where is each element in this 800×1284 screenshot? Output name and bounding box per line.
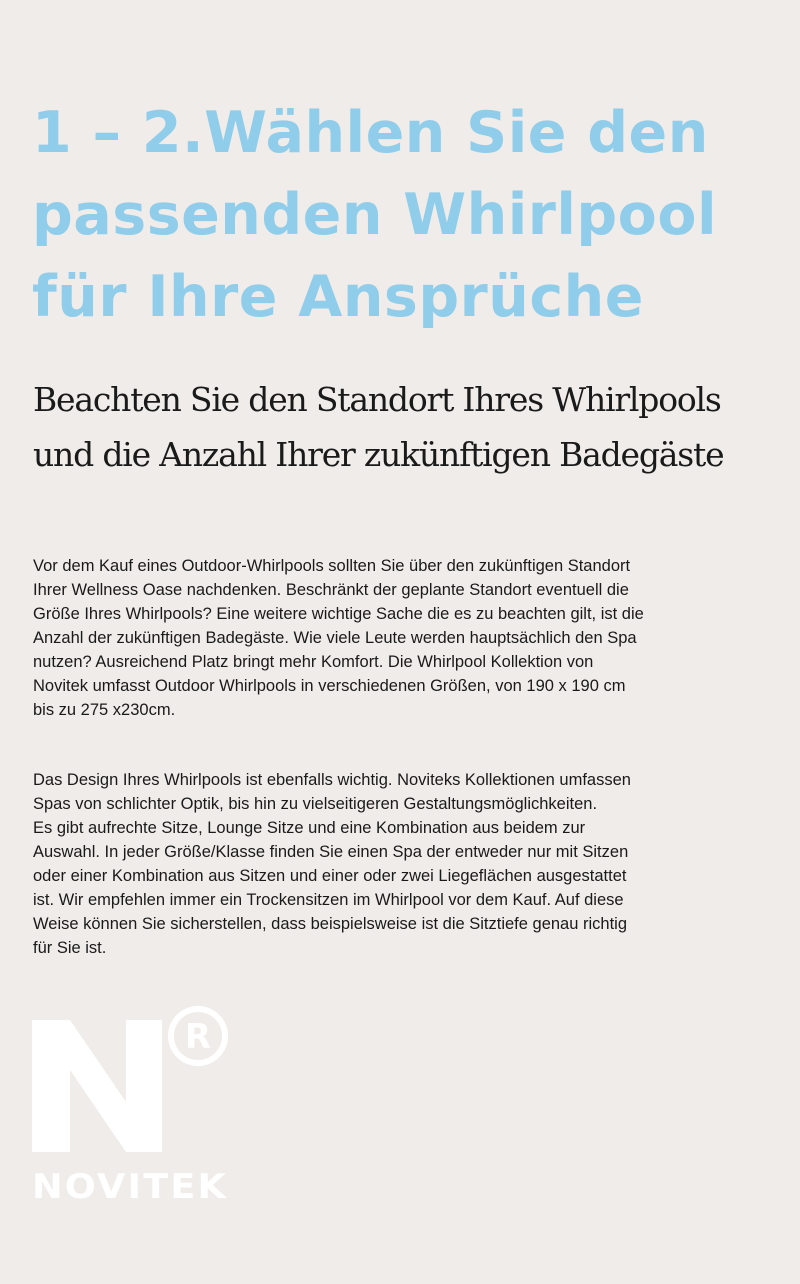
- paragraph-line: bis zu 275 x230cm.: [33, 701, 176, 719]
- paragraph-line: oder einer Kombination aus Sitzen und einer oder zwei Liegeflächen ausgestattet: [33, 867, 627, 885]
- paragraph-location: [33, 554, 773, 722]
- headline-line: 1 – 2.Wählen Sie den: [32, 100, 709, 166]
- headline-line: passenden Whirlpool: [32, 182, 718, 248]
- brand-wordmark: NOVITEK: [32, 1167, 228, 1204]
- paragraph-design: [33, 768, 773, 960]
- paragraph-line: Spas von schlichter Optik, bis hin zu vielseitigeren Gestaltungsmöglichkeiten.: [33, 795, 598, 813]
- paragraph-line: Vor dem Kauf eines Outdoor-Whirlpools sollten Sie über den zukünftigen Standort: [33, 557, 631, 575]
- paragraph-line: Ihrer Wellness Oase nachdenken. Beschränkt der geplante Standort eventuell die: [33, 581, 629, 599]
- paragraph-line: Anzahl der zukünftigen Badegäste. Wie viele Leute werden hauptsächlich den Spa: [33, 629, 637, 647]
- paragraph-line: nutzen? Ausreichend Platz bringt mehr Komfort. Die Whirlpool Kollektion von: [33, 653, 594, 671]
- paragraph-line: für Sie ist.: [33, 939, 107, 957]
- headline: [32, 92, 772, 338]
- novitek-n-logo-icon: [32, 1004, 232, 1204]
- paragraph-line: Es gibt aufrechte Sitze, Lounge Sitze und eine Kombination aus beidem zur: [33, 819, 586, 837]
- paragraph-line: Auswahl. In jeder Größe/Klasse finden Sie einen Spa der entweder nur mit Sitzen: [33, 843, 629, 861]
- subheadline-line: Beachten Sie den Standort Ihres Whirlpools: [33, 380, 721, 419]
- subheadline: [33, 372, 773, 482]
- paragraph-line: Größe Ihres Whirlpools? Eine weitere wichtige Sache die es zu beachten gilt, ist die: [33, 605, 644, 623]
- paragraph-line: Das Design Ihres Whirlpools ist ebenfalls wichtig. Noviteks Kollektionen umfassen: [33, 771, 631, 789]
- paragraph-line: Weise können Sie sicherstellen, dass beispielsweise ist die Sitztiefe genau richtig: [33, 915, 628, 933]
- novitek-logo: [32, 1004, 232, 1204]
- paragraph-line: ist. Wir empfehlen immer ein Trockensitzen im Whirlpool vor dem Kauf. Auf diese: [33, 891, 624, 909]
- svg-text:R: R: [184, 1017, 212, 1057]
- subheadline-line: und die Anzahl Ihrer zukünftigen Badegäste: [33, 435, 724, 474]
- paragraph-line: Novitek umfasst Outdoor Whirlpools in verschiedenen Größen, von 190 x 190 cm: [33, 677, 626, 695]
- headline-line: für Ihre Ansprüche: [32, 264, 644, 330]
- registered-mark-icon: [171, 1009, 225, 1063]
